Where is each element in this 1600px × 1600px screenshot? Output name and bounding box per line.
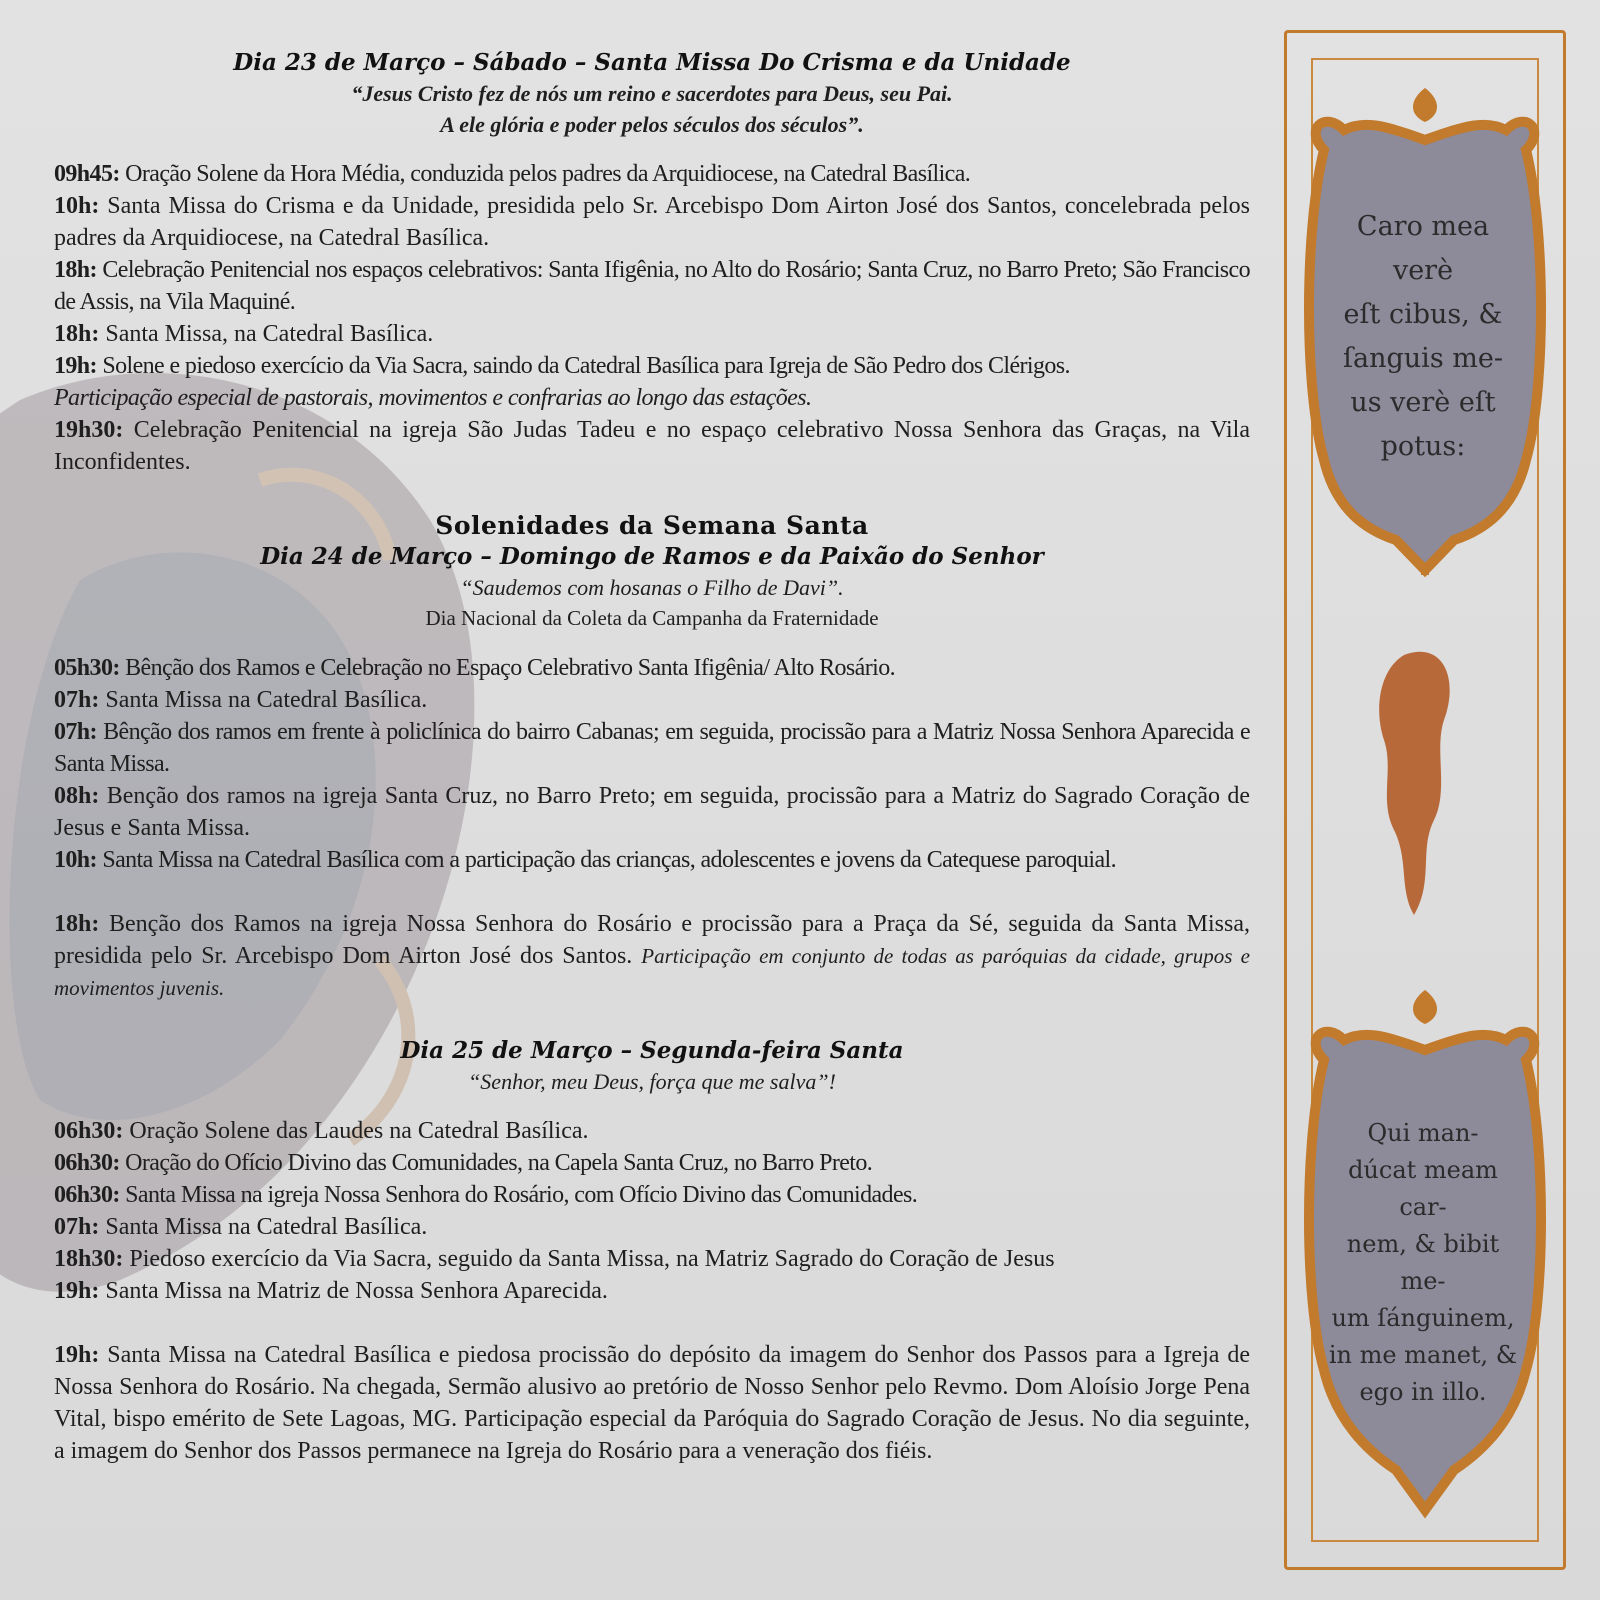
day-23-heading: Dia 23 de Março – Sábado – Santa Missa Do Crisma e da Unidade <box>233 49 1071 76</box>
inscription-line: nem, & bibit me- <box>1346 1230 1500 1295</box>
schedule-time: 06h30: <box>54 1182 120 1208</box>
inscription-line: eſt cibus, & <box>1343 299 1503 330</box>
day-23-quote-line-2: A ele glória e poder pelos séculos dos séculos”. <box>440 112 864 137</box>
schedule-time: 18h: <box>54 321 100 347</box>
holy-week-heading: Solenidades da Semana Santa <box>435 511 869 540</box>
schedule-text: Oração Solene das Laudes na Catedral Basílica. <box>123 1118 589 1144</box>
schedule-item <box>54 684 1250 716</box>
schedule-time: 19h: <box>54 1278 100 1304</box>
schedule-text: Solene e piedoso exercício da Via Sacra, saindo da Catedral Basílica para Igreja de São Pedro dos Clérigos. <box>96 353 1070 379</box>
schedule-item <box>54 908 1250 1004</box>
inscription-line: potus: <box>1380 431 1466 462</box>
schedule-time: 18h30: <box>54 1246 124 1272</box>
inscription-line: um ſánguinem, <box>1331 1304 1515 1332</box>
schedule-text: Celebração Penitencial nos espaços celebrativos: Santa Ifigênia, no Alto do Rosário; Santa Cruz, no Barro Preto; São Francisco de Assis, na Vila Maquiné. <box>54 257 1250 315</box>
schedule-text: Santa Missa na Catedral Basílica e piedosa procissão do depósito da imagem do Senhor dos Passos para a Igreja de Nossa Senhora do Rosário. Na chegada, Sermão alusivo ao pretório de Nosso Senhor pelo Revmo. Dom Aloísio Jorge Pena Vital, bispo emérito de Sete Lagoas, MG. Participação especial da Paróquia do Sagrado Coração de Jesus. No dia seguinte, a imagem do Senhor dos Passos permanece na Igreja do Rosário para a veneração dos fiéis. <box>54 1342 1250 1464</box>
latin-inscription-top <box>1324 205 1522 469</box>
inscription-line: Caro mea verè <box>1356 211 1490 286</box>
schedule-text: Oração do Ofício Divino das Comunidades, na Capela Santa Cruz, no Barro Preto. <box>119 1150 873 1176</box>
schedule-item <box>54 1147 1250 1179</box>
schedule-time: 18h: <box>54 257 97 283</box>
schedule-text: Bênção dos ramos em frente à policlínica do bairro Cabanas; em seguida, procissão para a Matriz Nossa Senhora Aparecida e Santa Missa. <box>54 719 1250 777</box>
inscription-line: Qui man- <box>1367 1119 1479 1147</box>
schedule-text: Santa Missa na Catedral Basílica. <box>99 687 428 713</box>
schedule-text: Santa Missa na Matriz de Nossa Senhora Aparecida. <box>99 1278 608 1304</box>
schedule-time: 10h: <box>54 847 97 873</box>
schedule-text: Piedoso exercício da Via Sacra, seguido da Santa Missa, na Matriz Sagrado do Coração de Jesus <box>123 1246 1055 1272</box>
schedule-time: 09h45: <box>54 161 120 187</box>
latin-inscription-bottom <box>1324 1115 1522 1411</box>
schedule-time: 08h: <box>54 783 100 809</box>
schedule-note: Participação especial de pastorais, movimentos e confrarias ao longo das estações. <box>54 385 812 411</box>
day-25-quote: “Senhor, meu Deus, força que me salva”! <box>468 1069 836 1094</box>
schedule-text: Oração Solene da Hora Média, conduzida pelos padres da Arquidiocese, na Catedral Basílica. <box>119 161 971 187</box>
schedule-text: Santa Missa na Catedral Basílica com a participação das crianças, adolescentes e jovens da Catequese paroquial. <box>96 847 1117 873</box>
schedule-item <box>54 716 1250 780</box>
schedule-time: 07h: <box>54 1214 100 1240</box>
schedule-item <box>54 1275 1250 1307</box>
schedule-text: Santa Missa do Crisma e da Unidade, presidida pelo Sr. Arcebispo Dom Airton José dos Santos, concelebrada pelos padres da Arquidiocese, na Catedral Basílica. <box>54 193 1250 251</box>
schedule-item <box>54 254 1250 318</box>
schedule-item <box>54 350 1250 382</box>
inscription-line: in me manet, & <box>1328 1341 1518 1369</box>
schedule-text: Bênção dos Ramos e Celebração no Espaço Celebrativo Santa Ifigênia/ Alto Rosário. <box>119 655 895 681</box>
day-24-subtitle: Dia Nacional da Coleta da Campanha da Fraternidade <box>425 606 879 630</box>
schedule-text: Santa Missa, na Catedral Basílica. <box>99 321 434 347</box>
schedule-item <box>54 1211 1250 1243</box>
schedule-item <box>54 414 1250 478</box>
schedule-text: Santa Missa na igreja Nossa Senhora do Rosário, com Ofício Divino das Comunidades. <box>119 1182 918 1208</box>
schedule-time: 19h: <box>54 353 97 379</box>
schedule-time: 19h: <box>54 1342 100 1368</box>
inscription-line: us verè eſt <box>1350 387 1496 418</box>
day-25-heading: Dia 25 de Março – Segunda-feira Santa <box>400 1037 904 1064</box>
schedule-item <box>54 190 1250 254</box>
schedule-item <box>54 1339 1250 1467</box>
schedule-content <box>54 48 1250 1467</box>
schedule-item <box>54 1179 1250 1211</box>
schedule-text: Benção dos Ramos na igreja Nossa Senhora do Rosário e procissão para a Praça da Sé, seguida da Santa Missa, presidida pelo Sr. Arcebispo Dom Airton José dos Santos. <box>54 911 1250 969</box>
schedule-time: 10h: <box>54 193 100 219</box>
schedule-time: 05h30: <box>54 655 120 681</box>
schedule-item <box>54 158 1250 190</box>
schedule-item <box>54 1115 1250 1147</box>
inscription-line: ſanguis me- <box>1343 343 1503 374</box>
schedule-text: Benção dos ramos na igreja Santa Cruz, no Barro Preto; em seguida, procissão para a Matriz do Sagrado Coração de Jesus e Santa Missa. <box>54 783 1250 841</box>
schedule-time: 19h30: <box>54 417 124 443</box>
schedule-text: Celebração Penitencial na igreja São Judas Tadeu e no espaço celebrativo Nossa Senhora das Graças, na Vila Inconfidentes. <box>54 417 1250 475</box>
day-23-quote-line-1: “Jesus Cristo fez de nós um reino e sacerdotes para Deus, seu Pai. <box>351 81 953 106</box>
schedule-item <box>54 844 1250 876</box>
day-24-quote: “Saudemos com hosanas o Filho de Davi”. <box>460 575 844 600</box>
schedule-time: 07h: <box>54 687 100 713</box>
day-24-heading: Dia 24 de Março – Domingo de Ramos e da Paixão do Senhor <box>260 543 1044 570</box>
inscription-line: ego in illo. <box>1359 1378 1487 1406</box>
schedule-item <box>54 318 1250 350</box>
schedule-time: 07h: <box>54 719 97 745</box>
decorative-sidebar-frame <box>1284 30 1566 1570</box>
schedule-time: 18h: <box>54 911 100 937</box>
schedule-time: 06h30: <box>54 1150 120 1176</box>
schedule-item <box>54 652 1250 684</box>
inscription-line: dúcat meam car- <box>1348 1156 1498 1221</box>
schedule-item <box>54 780 1250 844</box>
schedule-item <box>54 1243 1250 1275</box>
schedule-time: 06h30: <box>54 1118 124 1144</box>
schedule-text: Santa Missa na Catedral Basílica. <box>99 1214 428 1240</box>
schedule-note: Participação em conjunto de todas as paróquias da cidade, grupos e movimentos juvenis. <box>54 944 1250 1000</box>
